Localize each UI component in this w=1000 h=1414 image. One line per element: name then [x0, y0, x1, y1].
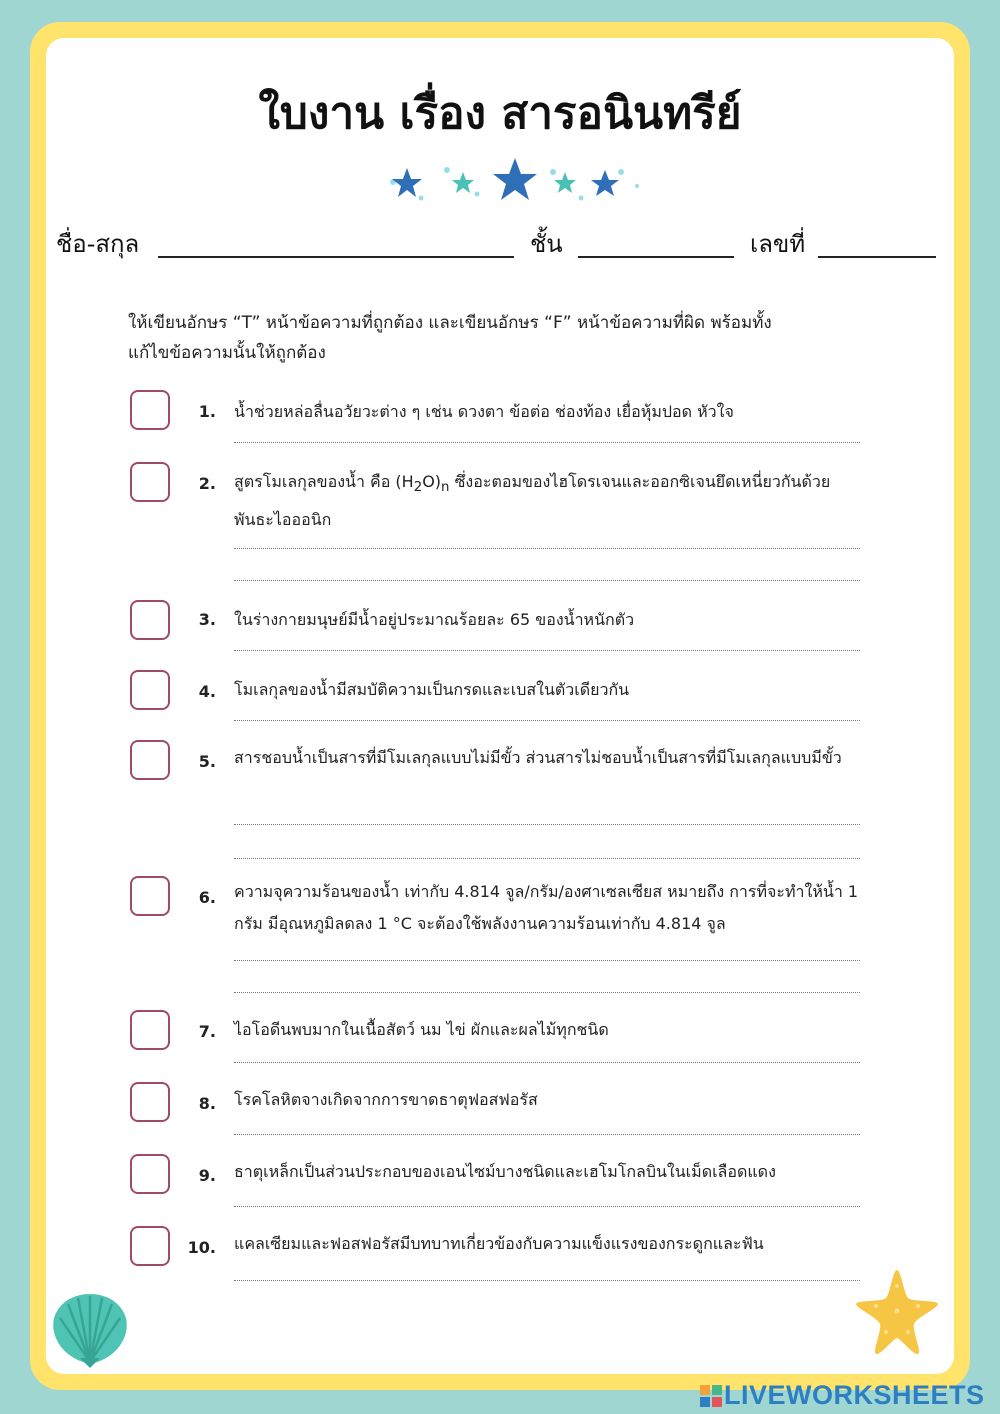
answer-line[interactable] [234, 1280, 860, 1281]
question-text: ในร่างกายมนุษย์มีน้ำอยู่ประมาณร้อยละ 65 ของน้ำหนักตัว [234, 610, 635, 629]
answer-box-3[interactable] [130, 600, 170, 640]
question-text: โมเลกุลของน้ำมีสมบัติความเป็นกรดและเบสในตัวเดียวกัน [234, 680, 630, 699]
question-text-part: ซึ่งอะตอมของไฮโดรเจนและออกซิเจนยึดเหนี่ยวกันด้วยพันธะไอออนิก [234, 472, 831, 530]
answer-box-2[interactable] [130, 462, 170, 502]
answer-line[interactable] [234, 1134, 860, 1135]
answer-line[interactable] [234, 824, 860, 825]
seashell-icon [48, 1292, 132, 1370]
class-label: ชั้น [530, 230, 563, 258]
answer-line[interactable] [234, 960, 860, 961]
question-text: ความจุความร้อนของน้ำ เท่ากับ 4.814 จูล/กรัม/องศาเซลเซียส หมายถึง การที่จะทำให้น้ำ 1 กรัม มีอุณหภูมิลดลง 1 °C จะต้องใช้พลังงานความร้อนเท่ากับ 4.814 จูล [234, 882, 859, 933]
question-text: ธาตุเหล็กเป็นส่วนประกอบของเอนไซม์บางชนิดและเฮโมโกลบินในเม็ดเลือดแดง [234, 1162, 776, 1181]
question-text-part: สูตรโมเลกุลของน้ำ คือ (H [234, 472, 414, 491]
question-number: 6. [198, 888, 216, 907]
liveworksheets-logo [700, 1380, 985, 1410]
answer-line[interactable] [234, 548, 860, 549]
question-text: ไอโอดีนพบมากในเนื้อสัตว์ นม ไข่ ผักและผลไม้ทุกชนิด [234, 1020, 609, 1039]
answer-box-4[interactable] [130, 670, 170, 710]
question-number: 10. [187, 1238, 216, 1257]
class-input-line[interactable] [578, 256, 734, 258]
question-number: 2. [198, 474, 216, 493]
question-text-part: O) [422, 472, 442, 491]
logo-icon [700, 1385, 722, 1407]
answer-line[interactable] [234, 720, 860, 721]
number-label: เลขที่ [750, 230, 806, 258]
question-text: แคลเซียมและฟอสฟอรัสมีบทบาทเกี่ยวข้องกับความแข็งแรงของกระดูกและฟัน [234, 1234, 764, 1253]
question-text: โรคโลหิตจางเกิดจากการขาดธาตุฟอสฟอรัส [234, 1090, 538, 1109]
question-number: 7. [198, 1022, 216, 1041]
instructions [128, 308, 848, 368]
starfish-icon [852, 1266, 942, 1356]
answer-line[interactable] [234, 442, 860, 443]
number-input-line[interactable] [818, 256, 936, 258]
question-number: 1. [198, 402, 216, 421]
question-number: 5. [198, 752, 216, 771]
question-number: 9. [198, 1166, 216, 1185]
instructions-line-1: ให้เขียนอักษร “T” หน้าข้อความที่ถูกต้อง และเขียนอักษร “F” หน้าข้อความที่ผิด พร้อมทั้ง [128, 313, 772, 333]
answer-line[interactable] [234, 1206, 860, 1207]
answer-box-1[interactable] [130, 390, 170, 430]
answer-box-6[interactable] [130, 876, 170, 916]
question-number: 3. [198, 610, 216, 629]
subscript: 2 [413, 480, 423, 496]
question-text [234, 466, 862, 536]
name-input-line[interactable] [158, 256, 514, 258]
instructions-line-2: แก้ไขข้อความนั้นให้ถูกต้อง [128, 343, 326, 363]
answer-line[interactable] [234, 992, 860, 993]
answer-box-8[interactable] [130, 1082, 170, 1122]
name-label: ชื่อ-สกุล [56, 230, 140, 258]
answer-line[interactable] [234, 580, 860, 581]
question-text: สารชอบน้ำเป็นสารที่มีโมเลกุลแบบไม่มีขั้ว ส่วนสารไม่ชอบน้ำเป็นสารที่มีโมเลกุลแบบมีขั้ว [234, 748, 842, 767]
answer-line[interactable] [234, 1062, 860, 1063]
answer-box-9[interactable] [130, 1154, 170, 1194]
subscript: n [441, 480, 450, 496]
worksheet-title: ใบงาน เรื่อง สารอนินทรีย์ [258, 88, 742, 139]
question-text: น้ำช่วยหล่อลื่นอวัยวะต่าง ๆ เช่น ดวงตา ข้อต่อ ช่องท้อง เยื่อหุ้มปอด หัวใจ [234, 402, 734, 421]
question-number: 4. [198, 682, 216, 701]
question-number: 8. [198, 1094, 216, 1113]
answer-line[interactable] [234, 650, 860, 651]
answer-line[interactable] [234, 858, 860, 859]
answer-box-7[interactable] [130, 1010, 170, 1050]
logo-text: LIVEWORKSHEETS [724, 1380, 985, 1410]
answer-box-5[interactable] [130, 740, 170, 780]
starfish-decoration-icon [385, 152, 645, 212]
answer-box-10[interactable] [130, 1226, 170, 1266]
